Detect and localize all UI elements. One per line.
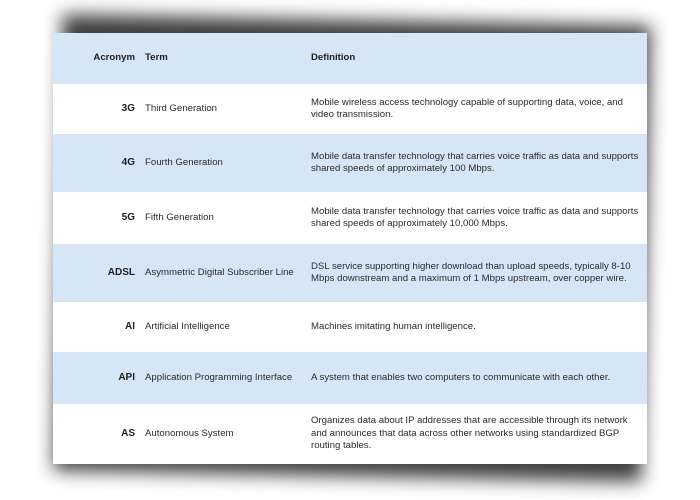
row-acronym: ADSL	[107, 266, 135, 278]
row-term: Application Programming Interface	[145, 371, 293, 383]
row-acronym: 3G	[121, 102, 135, 114]
header-acronym: Acronym	[93, 52, 135, 64]
header-term: Term	[145, 52, 168, 64]
row-term: Artificial Intelligence	[145, 320, 230, 332]
row-acronym: 4G	[121, 156, 135, 168]
row-definition: Mobile wireless access technology capable of supporting data, voice, and video transmission.	[311, 96, 623, 120]
header-definition: Definition	[311, 52, 356, 64]
row-acronym: AS	[121, 427, 135, 439]
row-term: Asymmetric Digital Subscriber Line	[145, 266, 294, 278]
row-definition: DSL service supporting higher download than upload speeds, typically 8-10 Mbps downstream and a maximum of 1 Mbps upstream, over copper wire.	[311, 260, 631, 284]
row-definition: Mobile data transfer technology that carries voice traffic as data and supports shared speeds of approximately 100 Mbps.	[311, 150, 639, 174]
row-acronym: AI	[125, 320, 135, 332]
glossary-page	[53, 33, 647, 464]
row-term: Fourth Generation	[145, 156, 223, 168]
row-definition: Organizes data about IP addresses that are accessible through its network and announces that data across other networks using standardized BGP routing tables.	[311, 415, 628, 452]
table-header-row	[53, 33, 647, 84]
table-row	[53, 302, 647, 352]
row-acronym: API	[118, 371, 135, 383]
table-row	[53, 84, 647, 134]
row-definition: Mobile data transfer technology that carries voice traffic as data and supports shared speeds of approximately 10,000 Mbps.	[311, 205, 639, 229]
table-row	[53, 404, 647, 464]
table-row	[53, 134, 647, 192]
row-term: Autonomous System	[145, 427, 234, 439]
table-row	[53, 192, 647, 244]
row-term: Fifth Generation	[145, 211, 214, 223]
row-acronym: 5G	[121, 211, 135, 223]
row-definition: Machines imitating human intelligence.	[311, 320, 476, 332]
row-definition: A system that enables two computers to communicate with each other.	[311, 371, 611, 383]
table-row	[53, 352, 647, 404]
row-term: Third Generation	[145, 102, 217, 114]
table-row	[53, 244, 647, 302]
